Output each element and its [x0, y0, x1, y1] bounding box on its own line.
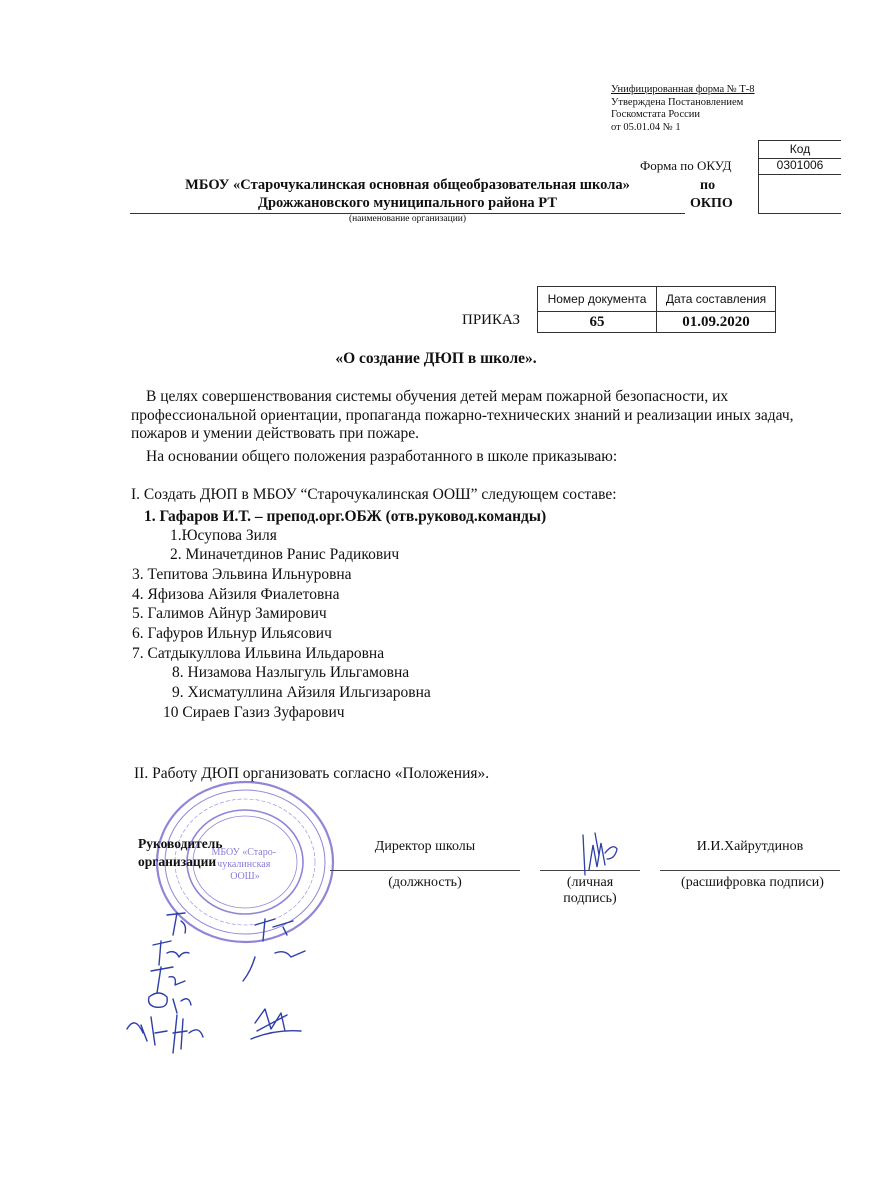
paragraph-basis: На основании общего положения разработанного в школе приказываю: — [146, 448, 618, 465]
document-type: ПРИКАЗ — [462, 312, 520, 328]
document-date: 01.09.2020 — [657, 312, 776, 333]
director-signature — [565, 825, 630, 880]
personal-caption-line1: (личная — [566, 875, 614, 890]
signature-label — [138, 835, 223, 871]
organization-name — [130, 176, 685, 212]
okud-value: 0301006 — [758, 157, 841, 175]
col-document-number: Номер документа — [538, 287, 657, 312]
organization-caption: (наименование организации) — [348, 214, 467, 224]
list-item: 4. Яфизова Айзиля Фиалетовна — [132, 586, 340, 603]
director-name: И.И.Хайрутдинов — [696, 839, 804, 854]
section-1-heading: I. Создать ДЮП в МБОУ “Старочукалинская ООШ” следующем составе: — [131, 486, 617, 503]
position-line — [330, 870, 520, 871]
list-item: 9. Хисматуллина Айзиля Ильгизаровна — [172, 684, 431, 701]
stamp-text-line2: чукалинская — [217, 859, 271, 870]
paragraph-purpose: В целях совершенствования системы обучения детей мерам пожарной безопасности, их профессиональной ориентации, пропаганда пожарно-технических знаний и реализации иных задач, пожаров и умении действовать при пожаре. — [131, 388, 794, 442]
position-caption: (должность) — [388, 875, 462, 890]
organization-name-line2: Дрожжановского муниципального района РТ — [257, 195, 558, 211]
document-number-table — [537, 286, 776, 333]
form-ref-line3: Госкомстата России — [611, 109, 700, 120]
stamp-text-line3: ООШ» — [230, 871, 260, 882]
list-item: 7. Сатдыкуллова Ильвина Ильдаровна — [132, 645, 385, 662]
position-value: Директор школы — [374, 839, 476, 854]
form-reference — [611, 84, 755, 134]
list-item: 5. Галимов Айнур Замирович — [132, 605, 327, 622]
list-item: 8. Низамова Назлыгуль Ильгамовна — [172, 664, 410, 681]
order-title: «О создание ДЮП в школе». — [335, 350, 537, 367]
personal-caption-line2: подпись) — [563, 891, 617, 906]
member-signatures — [115, 905, 330, 1070]
list-item: 10 Сираев Газиз Зуфарович — [163, 704, 345, 721]
okpo-label: ОКПО — [690, 196, 733, 211]
code-header: Код — [758, 140, 841, 159]
document-number: 65 — [538, 312, 657, 333]
form-ref-line4: от 05.01.04 № 1 — [611, 121, 681, 133]
name-line — [660, 870, 840, 871]
signature-label-line1: Руководитель — [138, 836, 223, 851]
signature-label-line2: организации — [138, 854, 217, 869]
col-document-date: Дата составления — [657, 287, 776, 312]
okpo-value-cell — [758, 174, 841, 214]
okud-label: Форма по ОКУД — [640, 158, 732, 173]
list-item: 6. Гафуров Ильнур Ильясович — [132, 625, 332, 642]
name-caption: (расшифровка подписи) — [681, 875, 824, 890]
list-item: 1. Гафаров И.Т. – препод.орг.ОБЖ (отв.руковод.команды) — [144, 508, 547, 525]
list-item: 3. Тепитова Эльвина Ильнуровна — [132, 566, 352, 583]
organization-name-line1: МБОУ «Старочукалинская основная общеобразовательная школа» — [185, 177, 630, 193]
po-label: по — [700, 178, 716, 193]
form-ref-line2: Утверждена Постановлением — [611, 96, 744, 108]
section-2-text: II. Работу ДЮП организовать согласно «Положения». — [134, 765, 490, 782]
stamp-text-line1: МБОУ «Старо- — [211, 847, 277, 858]
form-ref-line1: Унифицированная форма № Т-8 — [611, 84, 755, 95]
list-item: 2. Миначетдинов Ранис Радикович — [170, 546, 400, 563]
list-item: 1.Юсупова Зиля — [170, 527, 277, 544]
